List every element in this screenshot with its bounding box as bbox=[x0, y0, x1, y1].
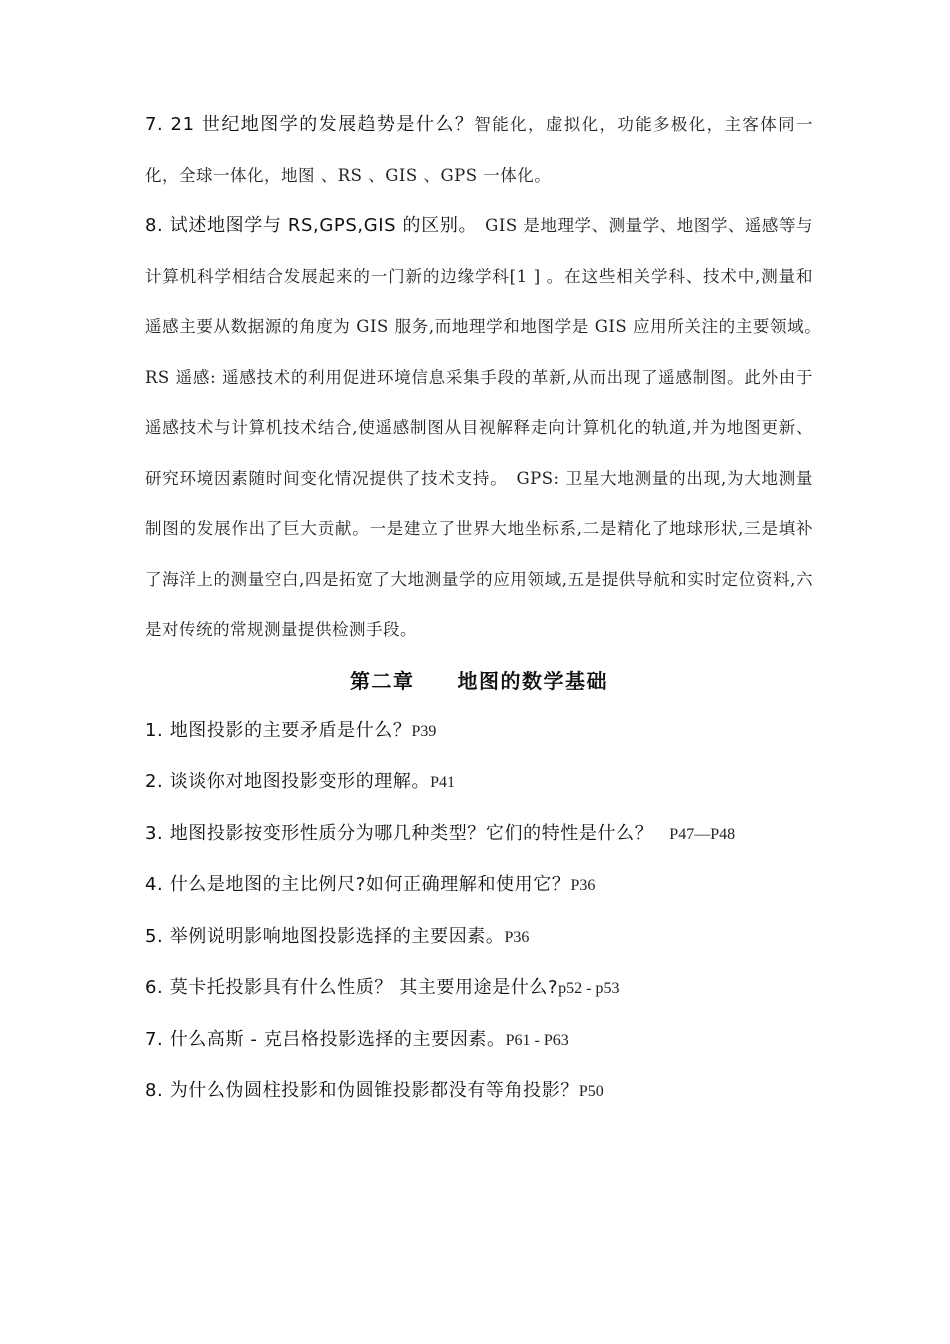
question-7-answer: 智能化，虚拟化，功能多极化，主客体同一化，全球一体化，地图 、RS 、GIS 、GPS 一体化。 bbox=[145, 115, 813, 185]
ch2-question-5-page-ref: P36 bbox=[504, 928, 530, 946]
question-8-text: 8. 试述地图学与 RS,GPS,GIS 的区别。 bbox=[145, 215, 469, 236]
ch2-question-4-text: 4. 什么是地图的主比例尺?如何正确理解和使用它？ bbox=[145, 874, 571, 895]
ch2-question-4 bbox=[145, 860, 813, 912]
ch2-question-6-page-ref: p52 - p53 bbox=[558, 980, 620, 997]
ch2-question-6 bbox=[145, 963, 813, 1015]
ch2-question-4-page-ref: P36 bbox=[570, 877, 596, 894]
ch2-question-5 bbox=[145, 912, 813, 964]
question-7-paragraph bbox=[145, 100, 813, 201]
ch2-question-5-text: 5. 举例说明影响地图投影选择的主要因素。 bbox=[145, 925, 505, 947]
ch2-question-2-text: 2. 谈谈你对地图投影变形的理解。 bbox=[145, 771, 431, 792]
question-8-paragraph bbox=[145, 201, 830, 656]
ch2-question-1-page-ref: P39 bbox=[411, 722, 437, 740]
ch2-question-3-page-ref: P47—P48 bbox=[653, 825, 736, 843]
question-8-answer: GIS 是地理学、测量学、地图学、遥感等与计算机科学相结合发展起来的一门新的边缘学科[1 ] 。在这些相关学科、技术中,测量和遥感主要从数据源的角度为 GIS 服务,而地理学和地图学是 GIS 应用所关注的主要领域。 RS 遥感: 遥感技术的利用促进环境信息采集手段的革新,从而出现了遥感制图。此外由于遥感技术与计算机技术结合,使遥感制图从目视解释走向计算机化的轨道,并为地图更新、研究环境因素随时间变化情况提供了技术支持。 GPS: 卫星大地测量的出现,为大地测量制图的发展作出了巨大贡献。一是建立了世界大地坐标系,二是精化了地球形状,三是填补了海洋上的测量空白,四是拓宽了大地测量学的应用领域,五是提供导航和实时定位资料,六是对传统的常规测量提供检测手段。 bbox=[145, 216, 830, 639]
ch2-question-3-text: 3. 地图投影按变形性质分为哪几种类型？它们的特性是什么？ bbox=[145, 822, 654, 844]
ch2-question-7-text: 7. 什么高斯 - 克吕格投影选择的主要因素。 bbox=[145, 1028, 506, 1050]
ch2-question-7-page-ref: P61 - P63 bbox=[505, 1031, 569, 1049]
question-7-text: 7. 21 世纪地图学的发展趋势是什么？ bbox=[145, 114, 475, 135]
ch2-question-8-page-ref: P50 bbox=[578, 1083, 604, 1100]
document-page bbox=[145, 100, 830, 1118]
ch2-question-8 bbox=[145, 1066, 813, 1118]
ch2-question-1 bbox=[145, 706, 813, 758]
ch2-question-2-page-ref: P41 bbox=[430, 774, 456, 791]
ch2-question-7 bbox=[145, 1015, 813, 1067]
ch2-question-6-text: 6. 莫卡托投影具有什么性质？ 其主要用途是什么? bbox=[145, 977, 559, 998]
chapter-2-heading: 第二章 地图的数学基础 bbox=[350, 668, 608, 693]
ch2-question-8-text: 8. 为什么伪圆柱投影和伪圆锥投影都没有等角投影？ bbox=[145, 1080, 579, 1101]
ch2-question-2 bbox=[145, 757, 813, 809]
ch2-question-1-text: 1. 地图投影的主要矛盾是什么？ bbox=[145, 719, 412, 741]
ch2-question-3 bbox=[145, 809, 813, 861]
